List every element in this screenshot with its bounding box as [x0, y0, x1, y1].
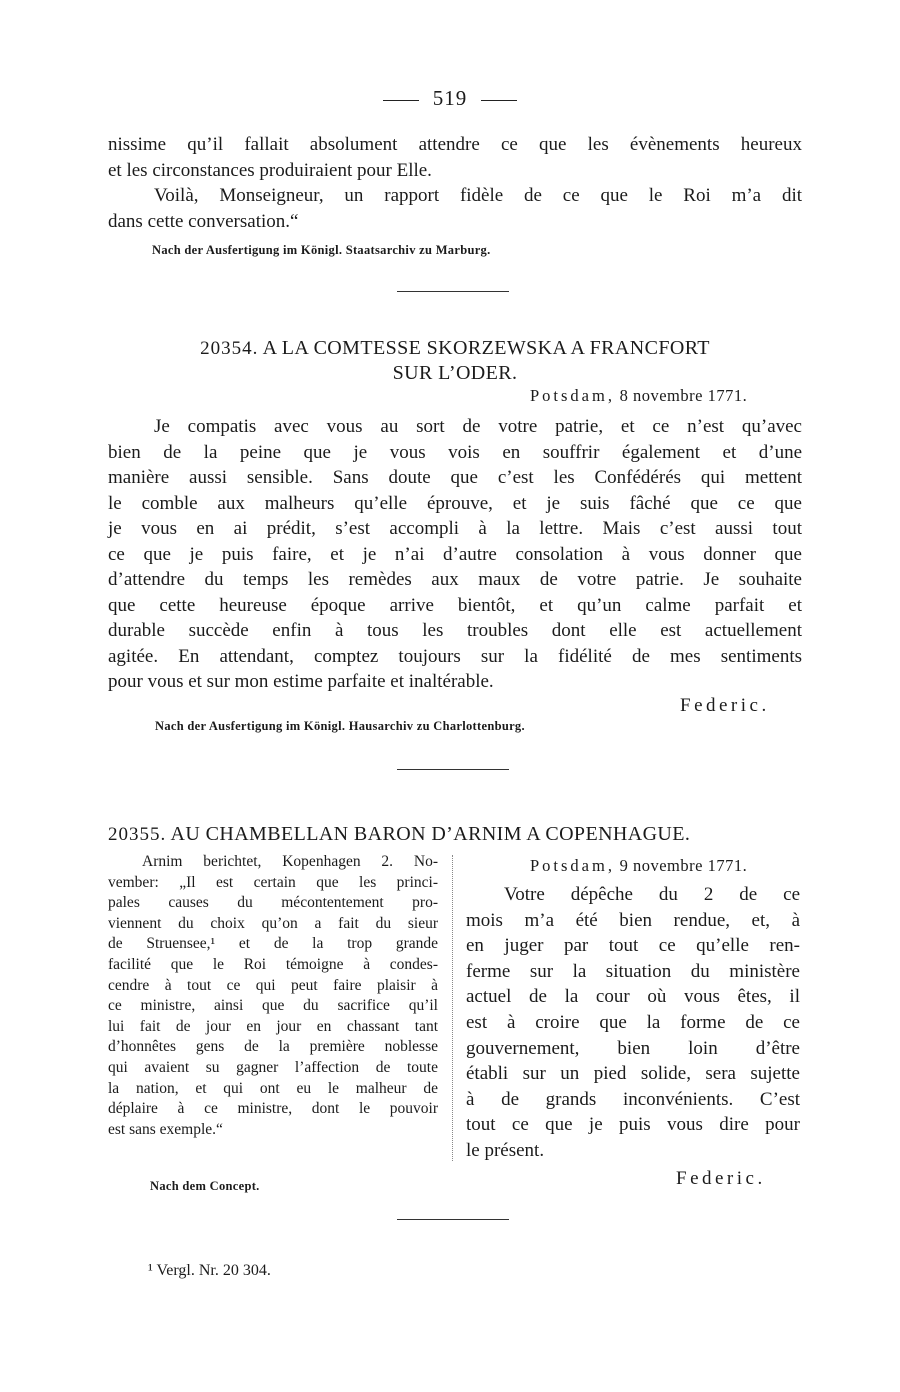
- letter1-line: manière aussi sensible. Sans doute que c’est les Confédérés qui mettent: [108, 467, 802, 488]
- letter1-dateline: [530, 386, 747, 406]
- report-line: cendre à tout ce qui peut faire plaisir à: [108, 976, 438, 994]
- reply-line: tout ce que je puis vous dire pour: [466, 1114, 800, 1136]
- letter2-report: [108, 852, 438, 1140]
- report-line: facilité que le Roi témoigne à condes-: [108, 955, 438, 973]
- letter1-line: d’attendre du temps les remèdes aux maux de votre patrie. Je souhaite: [108, 569, 802, 590]
- letter2-source-note: Nach dem Concept.: [150, 1179, 260, 1193]
- intro-source-note: Nach der Ausfertigung im Königl. Staatsarchiv zu Marburg.: [152, 243, 491, 257]
- reply-line: gouvernement, bien loin d’être: [466, 1037, 800, 1059]
- letter1-line: que cette heureuse époque arrive bientôt, et qu’un calme parfait et: [108, 594, 802, 616]
- letter1-source-note: Nach der Ausfertigung im Königl. Hausarchiv zu Charlottenburg.: [155, 719, 525, 733]
- reply-line: établi sur un pied solide, sera sujette: [466, 1063, 800, 1085]
- page-number-dash-right: [481, 100, 517, 101]
- reply-line: le présent.: [466, 1139, 545, 1161]
- letter1-title-line1: A LA COMTESSE SKORZEWSKA A FRANCFORT: [262, 337, 710, 359]
- letter2-title: AU CHAMBELLAN BARON D’ARNIM A COPENHAGUE.: [170, 823, 691, 845]
- letter2-place: Potsdam,: [530, 856, 615, 875]
- reply-line: en juger par tout ce qu’elle ren-: [466, 935, 800, 957]
- page-number-dash-left: [383, 100, 419, 101]
- reply-line: est à croire que la forme de ce: [466, 1011, 800, 1033]
- report-line: Arnim berichtet, Kopenhagen 2. No-: [142, 853, 438, 870]
- letter1-heading: [140, 337, 770, 360]
- report-line: lui fait de jour en jour en chassant tant: [108, 1017, 438, 1035]
- letter2-signature: Federic.: [676, 1168, 766, 1189]
- report-line: de Struensee,¹ et de la trop grande: [108, 935, 438, 953]
- letter1-body: [108, 414, 802, 695]
- report-line: est sans exemple.“: [108, 1120, 223, 1138]
- reply-line: à de grands inconvénients. C’est: [466, 1088, 800, 1110]
- report-line: vember: „Il est certain que les princi-: [108, 873, 438, 891]
- intro-paragraph: [108, 132, 802, 234]
- section-divider: [397, 291, 509, 292]
- footnote: ¹ Vergl. Nr. 20 304.: [148, 1262, 271, 1279]
- intro-line: dans cette conversation.“: [108, 210, 299, 232]
- report-line: viennent du choix qu’on a fait du sieur: [108, 914, 438, 932]
- reply-line: ferme sur la situation du ministère: [466, 960, 800, 982]
- letter1-signature: Federic.: [680, 695, 770, 716]
- letter1-line: bien de la peine que je vous vois en souffrir également et d’une: [108, 441, 802, 463]
- column-divider: [452, 855, 453, 1161]
- letter1-place: Potsdam,: [530, 386, 615, 405]
- letter1-title-line2: SUR L’ODER.: [392, 362, 518, 384]
- reply-line: mois m’a été bien rendue, et, à: [466, 909, 800, 931]
- report-line: pales causes du mécontentement pro-: [108, 894, 438, 912]
- letter2-reply: [466, 882, 800, 1164]
- report-line: ce ministre, ainsi que du sacrifice qu’il: [108, 997, 438, 1015]
- reply-line: actuel de la cour où vous êtes, il: [466, 986, 800, 1008]
- intro-line: et les circonstances produiraient pour Elle.: [108, 159, 432, 181]
- letter2-number: 20355.: [108, 824, 167, 845]
- letter1-line: Je compatis avec vous au sort de votre patrie, et ce n’est qu’avec: [154, 416, 802, 437]
- letter1-date: 8 novembre 1771.: [619, 386, 748, 405]
- report-line: la nation, et qui ont eu le malheur de: [108, 1079, 438, 1097]
- letter1-line: je vous en ai prédit, s’est accompli à la lettre. Mais c’est aussi tout: [108, 518, 802, 539]
- letter2-heading: [108, 823, 802, 846]
- intro-line: Voilà, Monseigneur, un rapport fidèle de ce que le Roi m’a dit: [154, 185, 802, 206]
- letter2-dateline: [530, 856, 747, 876]
- section-divider: [397, 1219, 509, 1220]
- letter1-line: le comble aux malheurs qu’elle éprouve, et je suis fâché que ce que: [108, 492, 802, 514]
- letter1-line: pour vous et sur mon estime parfaite et inaltérable.: [108, 671, 494, 692]
- letter1-line: agitée. En attendant, comptez toujours sur la fidélité de mes sentiments: [108, 645, 802, 667]
- intro-line: nissime qu’il fallait absolument attendre ce que les évènements heureux: [108, 134, 802, 155]
- report-line: qui avaient su gagner l’affection de toute: [108, 1058, 438, 1076]
- page-number-text: 519: [432, 86, 468, 110]
- letter1-line: ce que je puis faire, et je n’ai d’autre consolation à vous donner que: [108, 543, 802, 565]
- letter1-number: 20354.: [200, 338, 259, 359]
- letter1-line: durable succède enfin à tous les troubles dont elle est actuellement: [108, 620, 802, 641]
- report-line: déplaire à ce ministre, dont le pouvoir: [108, 1100, 438, 1118]
- letter2-date: 9 novembre 1771.: [619, 856, 748, 875]
- page-number: [0, 86, 900, 111]
- reply-line: Votre dépêche du 2 de ce: [504, 884, 800, 905]
- section-divider: [397, 769, 509, 770]
- report-line: d’honnêtes gens de la première noblesse: [108, 1038, 438, 1056]
